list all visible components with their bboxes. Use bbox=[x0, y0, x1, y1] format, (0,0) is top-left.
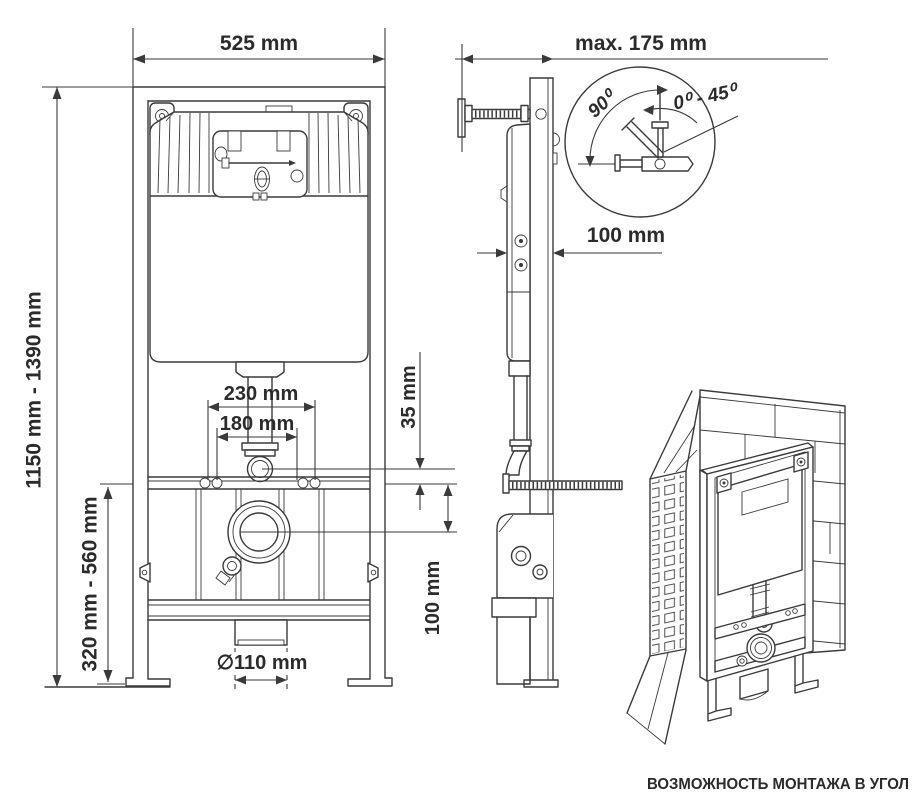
dim-wall-distance-label: max. 175 mm bbox=[575, 32, 707, 55]
dim-inlet-offset-label: 35 mm bbox=[398, 365, 420, 429]
access-panel bbox=[213, 131, 307, 197]
side-bracket-right bbox=[368, 563, 378, 582]
dim-outlet-height-range-label: 320 mm - 560 mm bbox=[78, 496, 102, 672]
dim-fixing-outer-label: 230 mm bbox=[223, 383, 299, 405]
drain-outlet bbox=[235, 620, 287, 645]
hose-clamp bbox=[223, 557, 241, 575]
dim-height-range-label: 1150 mm - 1390 mm bbox=[22, 291, 46, 489]
drain-bend-side bbox=[492, 514, 553, 684]
drain-socket-3d bbox=[747, 634, 775, 662]
dim-profile-depth-label: 100 mm bbox=[586, 224, 666, 247]
side-bracket-left bbox=[140, 563, 150, 582]
dim-drain-diameter-label: ∅110 mm bbox=[216, 652, 308, 674]
dim-width-label: 525 mm bbox=[219, 32, 299, 55]
dim-inlet-drain-gap-label: 100 mm bbox=[422, 560, 444, 636]
dim-fixing-inner-label: 180 mm bbox=[219, 413, 295, 435]
frame-3d bbox=[700, 443, 818, 721]
angle-range-label: 0⁰ - 45⁰ bbox=[671, 80, 739, 115]
anchor-rod-bottom bbox=[503, 474, 622, 493]
corner-mount-caption: ВОЗМОЖНОСТЬ МОНТАЖА В УГОЛ bbox=[647, 776, 909, 793]
cistern-side-profile bbox=[501, 124, 530, 361]
corner-block-wall bbox=[627, 391, 700, 744]
left-foot bbox=[126, 678, 170, 686]
flush-pipe-side bbox=[506, 361, 531, 475]
right-foot bbox=[348, 678, 392, 686]
detail-circle bbox=[565, 67, 742, 217]
corner-mount-view bbox=[627, 390, 909, 793]
angle-sweep-label: 90⁰ bbox=[584, 87, 620, 123]
cistern bbox=[150, 106, 368, 362]
side-view bbox=[458, 78, 622, 687]
perforated-blocks bbox=[652, 474, 684, 654]
